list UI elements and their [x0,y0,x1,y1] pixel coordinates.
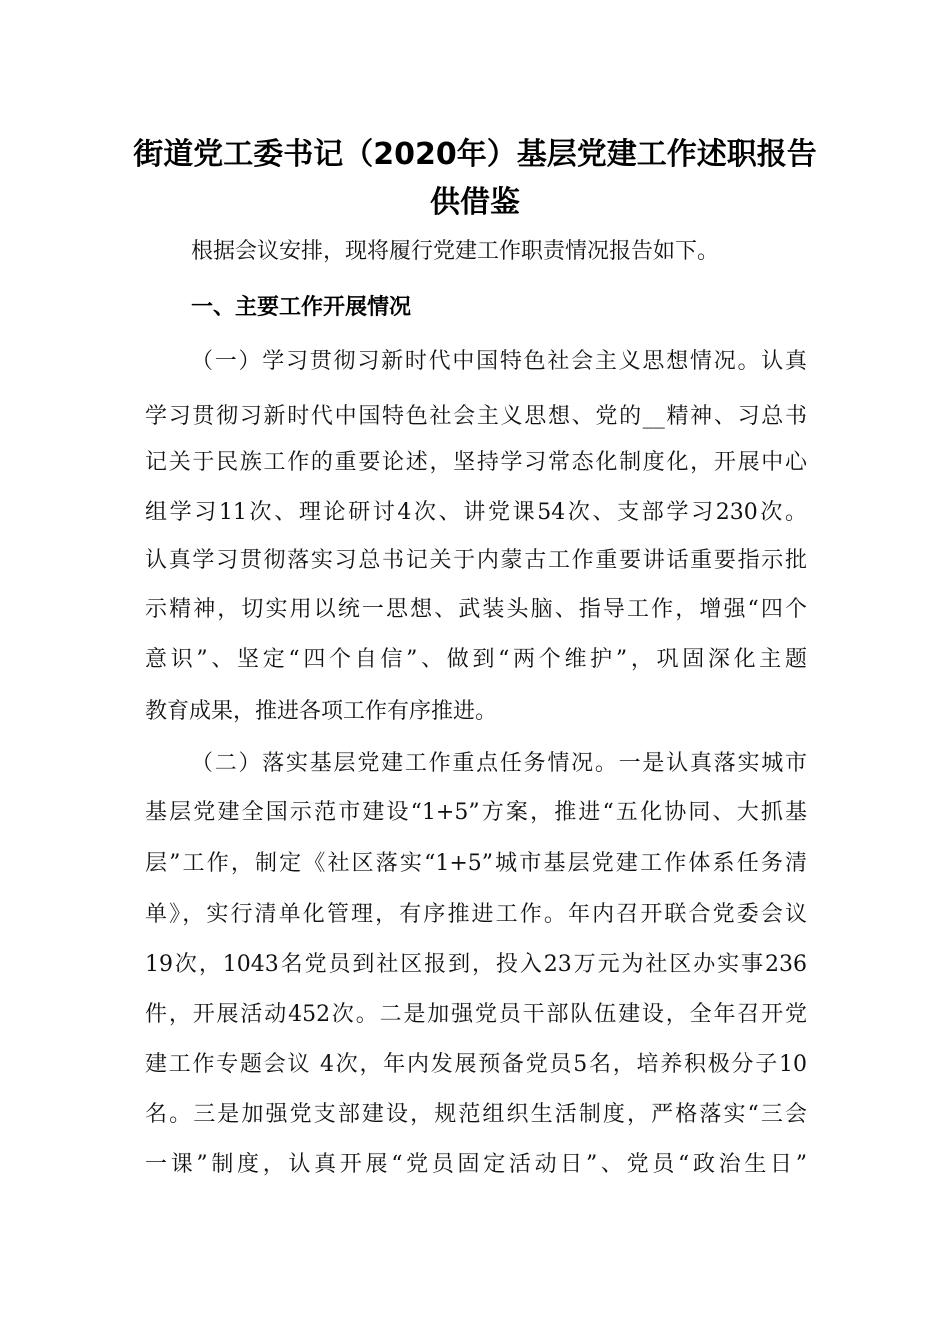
section-heading: 一、主要工作开展情况 [191,295,412,320]
paragraph-line: 认真学习贯彻落实习总书记关于内蒙古工作重要讲话重要指示批 [145,548,807,573]
paragraph-line: 层”工作，制定《社区落实“1+5”城市基层党建工作体系任务清 [145,851,807,876]
paragraph-line: 19次，1043名党员到社区报到，投入23万元为社区办实事236 [145,952,807,977]
intro-paragraph: 根据会议安排，现将履行党建工作职责情况报告如下。 [191,239,720,264]
paragraph-line: 件，开展活动452次。二是加强党员干部队伍建设，全年召开党 [145,1002,807,1027]
paragraph-line: 教育成果，推进各项工作有序推进。 [145,699,498,724]
document-title-line1: 街道党工委书记（2020年）基层党建工作述职报告 [133,137,817,172]
paragraph-line: 意识”、坚定“四个自信”、做到“两个维护”，巩固深化主题 [145,647,807,672]
paragraph-line: 单》，实行清单化管理，有序推进工作。年内召开联合党委会议 [145,902,807,927]
paragraph-line: 记关于民族工作的重要论述，坚持学习常态化制度化，开展中心 [145,450,807,475]
paragraph-line: 组学习11次、理论研讨4次、讲党课54次、支部学习230次。 [145,500,807,525]
paragraph-line: （二）落实基层党建工作重点任务情况。一是认真落实城市 [191,751,807,776]
paragraph-line: （一）学习贯彻习新时代中国特色社会主义思想情况。认真 [191,349,807,374]
paragraph-line: 学习贯彻习新时代中国特色社会主义思想、党的__精神、习总书 [145,404,807,429]
paragraph-line: 示精神，切实用以统一思想、武装头脑、指导工作，增强“四个 [145,597,807,622]
document-title-line2: 供借鉴 [430,185,520,220]
paragraph-line: 名。三是加强党支部建设，规范组织生活制度，严格落实“三会 [145,1102,807,1127]
paragraph-line: 基层党建全国示范市建设“1+5”方案，推进“五化协同、大抓基 [145,800,807,825]
paragraph-line: 建工作专题会议 4次，年内发展预备党员5名，培养积极分子10 [145,1052,807,1077]
paragraph-line: 一课”制度，认真开展“党员固定活动日”、党员“政治生日” [145,1152,807,1177]
